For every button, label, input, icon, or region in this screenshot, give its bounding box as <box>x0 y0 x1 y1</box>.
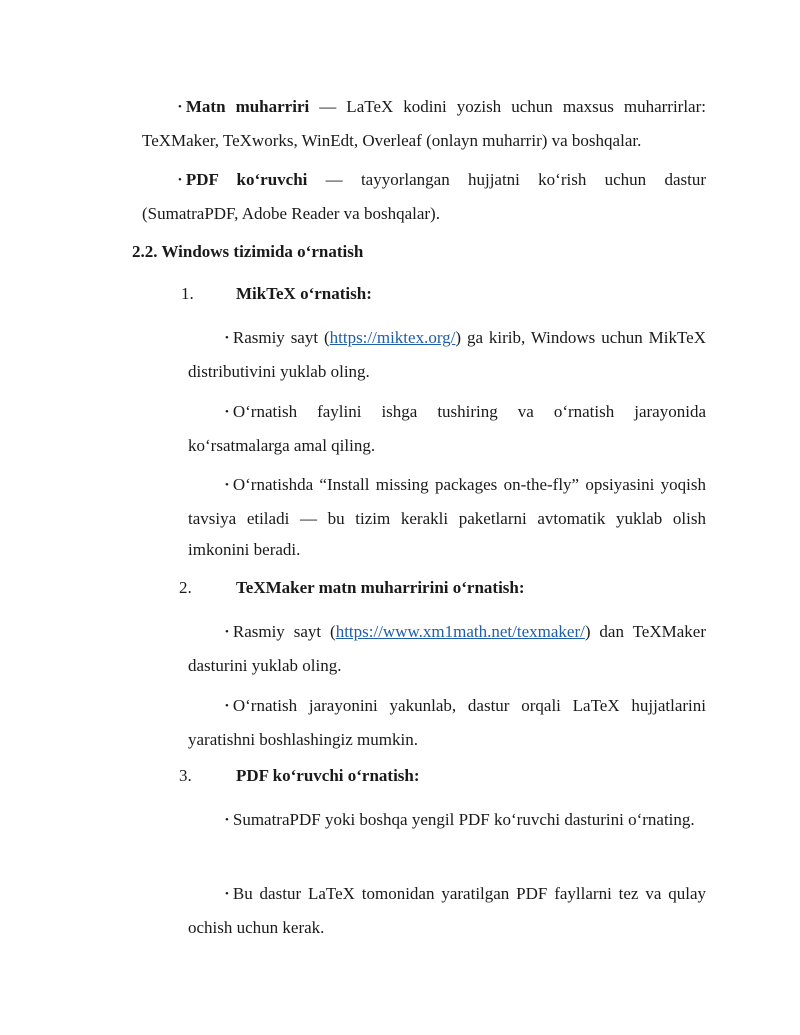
texmaker-link[interactable]: https://www.xm1math.net/texmaker/ <box>335 622 585 641</box>
step2-bullet-1: • Rasmiy sayt (https://www.xm1math.net/texmaker/) dan TeXMaker dasturini yuklab oling. <box>188 622 706 675</box>
desc-pdf-viewer: — tayyorlangan hujjatni ko‘rish uchun dastur (SumatraPDF, Adobe Reader va boshqalar). <box>142 170 706 223</box>
bullet-icon: • <box>225 332 229 344</box>
desc-editor: — LaTeX kodini yozish uchun maxsus muharrirlar: TeXMaker, TeXworks, WinEdt, Overleaf (onlayn muharrir) va boshqalar. <box>142 97 706 150</box>
step1-bullet-1: • Rasmiy sayt (https://miktex.org/) ga kirib, Windows uchun MikTeX distributivini yuklab oling. <box>188 328 706 381</box>
paragraph-editor <box>142 91 706 156</box>
step-number: 1. <box>181 284 194 303</box>
bullet-icon: • <box>225 814 229 826</box>
bullet-icon: • <box>225 406 229 418</box>
step2-bullet-2: • O‘rnatish jarayonini yakunlab, dastur orqali LaTeX hujjatlarini yaratishni boshlashingiz mumkin. <box>188 696 706 749</box>
bullet-icon: • <box>225 626 229 638</box>
bullet-icon: • <box>225 888 229 900</box>
step-number: 2. <box>179 578 192 597</box>
term-editor: Matn muharriri <box>185 97 310 116</box>
step-title: MikTeX o‘rnatish: <box>236 284 372 303</box>
term-pdf-viewer: PDF ko‘ruvchi <box>185 170 308 189</box>
step1-bullet-3: • O‘rnatishda “Install missing packages on-the-fly” opsiyasini yoqish tavsiya etiladi — bu tizim kerakli paketlarni avtomatik yuklab olish imkonini beradi. <box>188 475 706 559</box>
bullet-icon: • <box>178 101 182 113</box>
step-title: TeXMaker matn muharririni o‘rnatish: <box>236 578 525 597</box>
bullet-icon: • <box>225 479 229 491</box>
miktex-link[interactable]: https://miktex.org/ <box>329 328 456 347</box>
step1-bullet-2: • O‘rnatish faylini ishga tushiring va o‘rnatish jarayonida ko‘rsatmalarga amal qiling. <box>188 402 706 455</box>
bullet-icon: • <box>225 700 229 712</box>
paragraph-pdf-viewer <box>142 164 706 229</box>
step-title: PDF ko‘ruvchi o‘rnatish: <box>236 766 420 785</box>
section-heading: 2.2. Windows tizimida o‘rnatish <box>132 242 364 261</box>
step3-bullet-2: • Bu dastur LaTeX tomonidan yaratilgan PDF fayllarni tez va qulay ochish uchun kerak. <box>188 884 706 937</box>
step3-bullet-1: • SumatraPDF yoki boshqa yengil PDF ko‘ruvchi dasturini o‘rnating. <box>225 810 695 829</box>
bullet-icon: • <box>178 174 182 186</box>
step-number: 3. <box>179 766 192 785</box>
